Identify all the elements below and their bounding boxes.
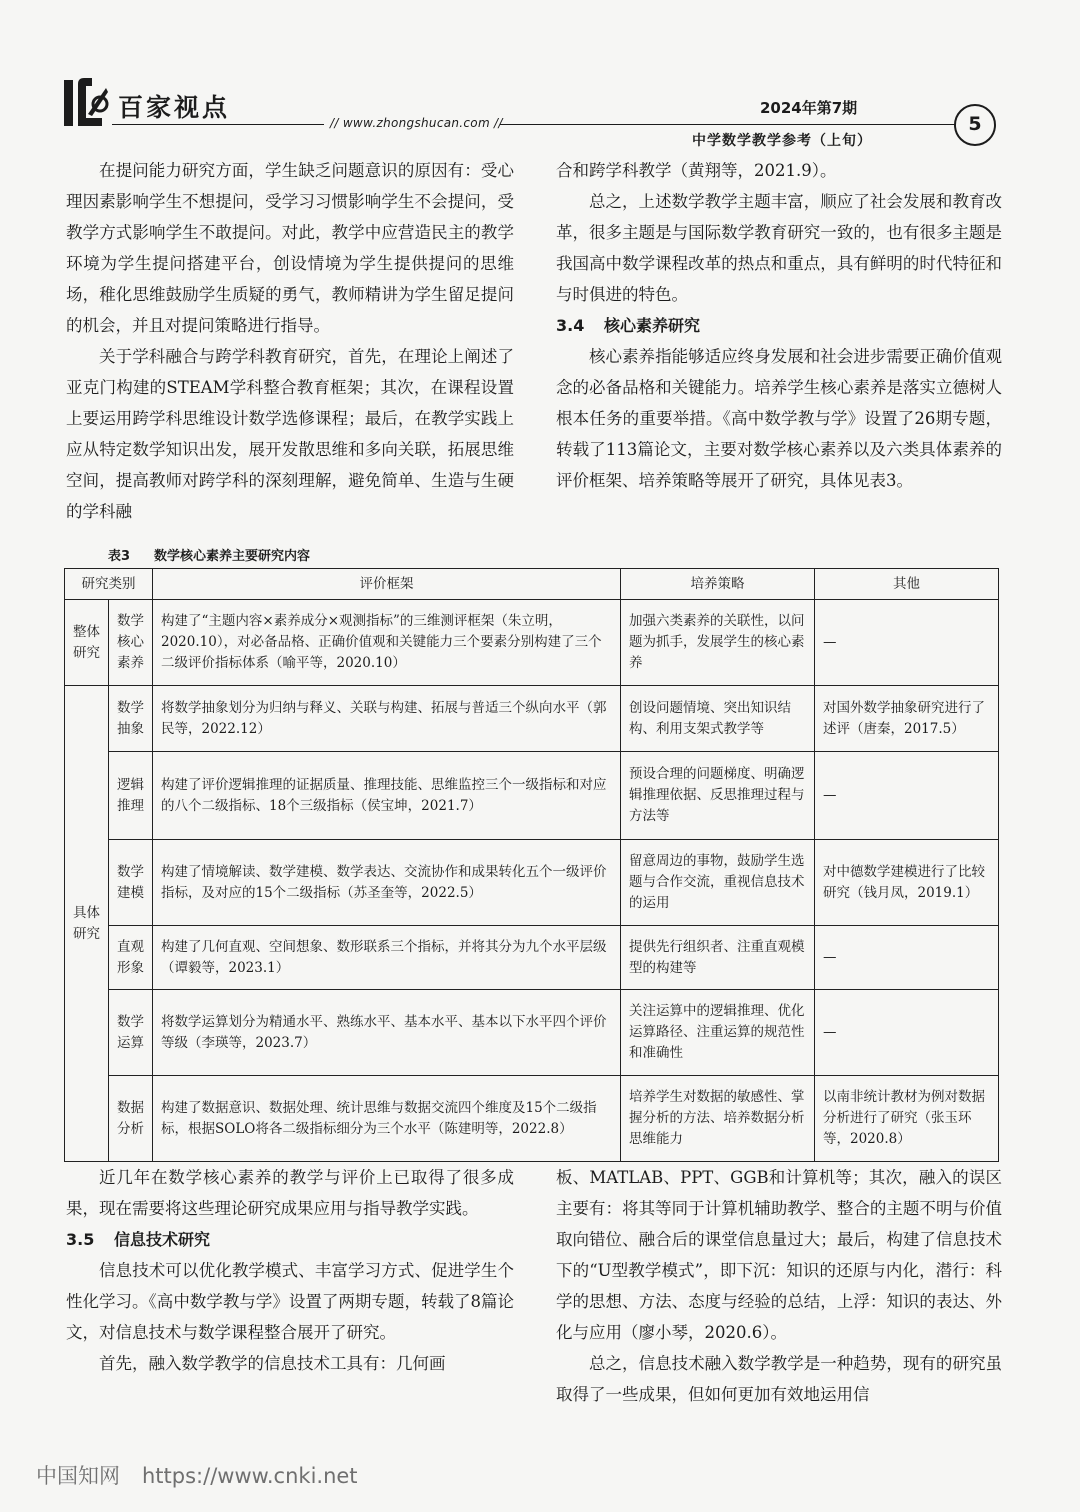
evaluation-cell: 将数学抽象划分为归纳与释义、关联与构建、拓展与普适三个纵向水平（郭民等，2022.12） xyxy=(153,686,621,752)
strategy-cell: 加强六类素养的关联性，以问题为抓手，发展学生的核心素养 xyxy=(621,600,815,686)
table-row xyxy=(65,840,999,926)
left-column-bottom xyxy=(66,1162,514,1379)
section-heading-3-5 xyxy=(66,1224,514,1255)
watermark-brand: 中国知网 xyxy=(36,1464,120,1488)
table-caption xyxy=(108,545,334,564)
strategy-cell: 关注运算中的逻辑推理、优化运算路径、注重运算的规范性和准确性 xyxy=(621,990,815,1076)
table-row xyxy=(65,600,999,686)
paragraph: 近几年在数学核心素养的教学与评价上已取得了很多成果，现在需要将这些理论研究成果应用与指导教学实践。 xyxy=(66,1168,514,1218)
table-header-cell: 评价框架 xyxy=(153,569,621,600)
other-cell: — xyxy=(815,926,999,990)
table-core-literacy xyxy=(64,568,999,1162)
subcategory-cell: 数学运算 xyxy=(109,990,153,1076)
strategy-cell: 留意周边的事物，鼓励学生选题与合作交流，重视信息技术的运用 xyxy=(621,840,815,926)
page-header xyxy=(0,0,1080,160)
section-heading-3-4 xyxy=(556,310,1002,341)
paragraph: 信息技术可以优化教学模式、丰富学习方式、促进学生个性化学习。《高中数学教与学》设置了两期专题，转载了8篇论文，对信息技术与数学课程整合展开了研究。 xyxy=(66,1261,514,1342)
other-cell: — xyxy=(815,752,999,840)
strategy-cell: 提供先行组织者、注重直观模型的构建等 xyxy=(621,926,815,990)
evaluation-cell: 构建了几何直观、空间想象、数形联系三个指标，并将其分为九个水平层级（谭毅等，2023.1） xyxy=(153,926,621,990)
table-header-cell: 培养策略 xyxy=(621,569,815,600)
table-caption-number: 表3 xyxy=(108,549,131,564)
other-cell: — xyxy=(815,600,999,686)
evaluation-cell: 将数学运算划分为精通水平、熟练水平、基本水平、基本以下水平四个评价等级（李瑛等，2023.7） xyxy=(153,990,621,1076)
category-cell: 具体研究 xyxy=(65,686,109,1162)
cnki-watermark xyxy=(36,1460,380,1490)
table-header-row xyxy=(65,569,999,600)
paragraph: 总之，信息技术融入数学教学是一种趋势，现有的研究虽取得了一些成果，但如何更加有效地运用信 xyxy=(556,1354,1002,1404)
column-title: 百家视点 xyxy=(118,93,231,122)
section-number: 3.5 xyxy=(66,1230,95,1249)
subcategory-cell: 数学建模 xyxy=(109,840,153,926)
paragraph: 核心素养指能够适应终身发展和社会进步需要正确价值观念的必备品格和关键能力。培养学生核心素养是落实立德树人根本任务的重要举措。《高中数学教与学》设置了26期专题，转载了113篇论文，主要对数学核心素养以及六类具体素养的评价框架、培养策略等展开了研究，具体见表3。 xyxy=(556,347,1002,490)
table-row xyxy=(65,752,999,840)
table-row xyxy=(65,990,999,1076)
section-title: 核心素养研究 xyxy=(604,316,701,335)
header-rule-left xyxy=(112,124,324,125)
strategy-cell: 培养学生对数据的敏感性、掌握分析的方法、培养数据分析思维能力 xyxy=(621,1076,815,1162)
other-cell: 对国外数学抽象研究进行了述评（唐秦，2017.5） xyxy=(815,686,999,752)
left-column-top xyxy=(66,155,514,527)
section-number: 3.4 xyxy=(556,316,585,335)
table-caption-text: 数学核心素养主要研究内容 xyxy=(154,549,311,564)
evaluation-cell: 构建了“主题内容×素养成分×观测指标”的三维测评框架（朱立明，2020.10），对必备品格、正确价值观和关键能力三个要素分别构建了三个二级评价指标体系（喻平等，2020.10） xyxy=(153,600,621,686)
journal-name: 中学数学教学参考（上旬） xyxy=(692,133,872,149)
subcategory-cell: 数学核心素养 xyxy=(109,600,153,686)
evaluation-cell: 构建了数据意识、数据处理、统计思维与数据交流四个维度及15个二级指标，根据SOLO将各二级指标细分为三个水平（陈建明等，2022.8） xyxy=(153,1076,621,1162)
paragraph: 首先，融入数学教学的信息技术工具有：几何画 xyxy=(99,1354,446,1373)
table-header-cell: 研究类别 xyxy=(65,569,153,600)
header-url-text: www.zhongshucan.com xyxy=(342,116,490,130)
paragraph: 关于学科融合与跨学科教育研究，首先，在理论上阐述了亚克门构建的STEAM学科整合教育框架；其次，在课程设置上要运用跨学科思维设计数学选修课程；最后，在教学实践上应从特定数学知识出发，展开发散思维和多向关联，拓展思维空间，提高教师对跨学科的深刻理解，避免简单、生造与生硬的学科融 xyxy=(66,347,514,521)
subcategory-cell: 数学抽象 xyxy=(109,686,153,752)
category-cell: 整体研究 xyxy=(65,600,109,686)
right-column-bottom xyxy=(556,1162,1002,1410)
page-number: 5 xyxy=(954,104,996,146)
other-cell: 以南非统计教材为例对数据分析进行了研究（张玉环等，2020.8） xyxy=(815,1076,999,1162)
issue-label: 2024年第7期 xyxy=(760,99,858,117)
subcategory-cell: 数据分析 xyxy=(109,1076,153,1162)
other-cell: 对中德数学建模进行了比较研究（钱月凤，2019.1） xyxy=(815,840,999,926)
table-row xyxy=(65,1076,999,1162)
other-cell: — xyxy=(815,990,999,1076)
header-rule-right xyxy=(500,124,960,125)
strategy-cell: 预设合理的问题梯度、明确逻辑推理依据、反思推理过程与方法等 xyxy=(621,752,815,840)
paragraph: 板、MATLAB、PPT、GGB和计算机等；其次，融入的误区主要有：将其等同于计算机辅助教学、整合的主题不明与价值取向错位、融合后的课堂信息量过大；最后，构建了信息技术下的“U型教学模式”，即下沉：知识的还原与内化，潜行：科学的思想、方法、态度与经验的总结，上浮：知识的表达、外化与应用（廖小琴，2020.6）。 xyxy=(556,1168,1002,1342)
evaluation-cell: 构建了评价逻辑推理的证据质量、推理技能、思维监控三个一级指标和对应的八个二级指标、18个三级指标（侯宝坤，2021.7） xyxy=(153,752,621,840)
section-title: 信息技术研究 xyxy=(114,1230,211,1249)
subcategory-cell: 逻辑推理 xyxy=(109,752,153,840)
table-row xyxy=(65,686,999,752)
header-url: // www.zhongshucan.com // xyxy=(330,116,503,130)
watermark-url: https://www.cnki.net xyxy=(142,1464,358,1488)
right-column-top xyxy=(556,155,1002,496)
journal-logo-icon xyxy=(62,74,110,130)
table-header-cell: 其他 xyxy=(815,569,999,600)
paragraph: 在提问能力研究方面，学生缺乏问题意识的原因有：受心理因素影响学生不想提问，受学习习惯影响学生不会提问，受教学方式影响学生不敢提问。对此，教学中应营造民主的教学环境为学生提问搭建平台，创设情境为学生提供提问的思维场，稚化思维鼓励学生质疑的勇气，教师精讲为学生留足提问的机会，并且对提问策略进行指导。 xyxy=(66,161,514,335)
subcategory-cell: 直观形象 xyxy=(109,926,153,990)
paragraph: 合和跨学科教学（黄翔等，2021.9）。 xyxy=(556,161,837,180)
paragraph: 总之，上述数学教学主题丰富，顺应了社会发展和教育改革，很多主题是与国际数学教育研究一致的，也有很多主题是我国高中数学课程改革的热点和重点，具有鲜明的时代特征和与时俱进的特色。 xyxy=(556,192,1002,304)
strategy-cell: 创设问题情境、突出知识结构、利用支架式教学等 xyxy=(621,686,815,752)
evaluation-cell: 构建了情境解读、数学建模、数学表达、交流协作和成果转化五个一级评价指标，及对应的15个二级指标（苏圣奎等，2022.5） xyxy=(153,840,621,926)
table-row xyxy=(65,926,999,990)
